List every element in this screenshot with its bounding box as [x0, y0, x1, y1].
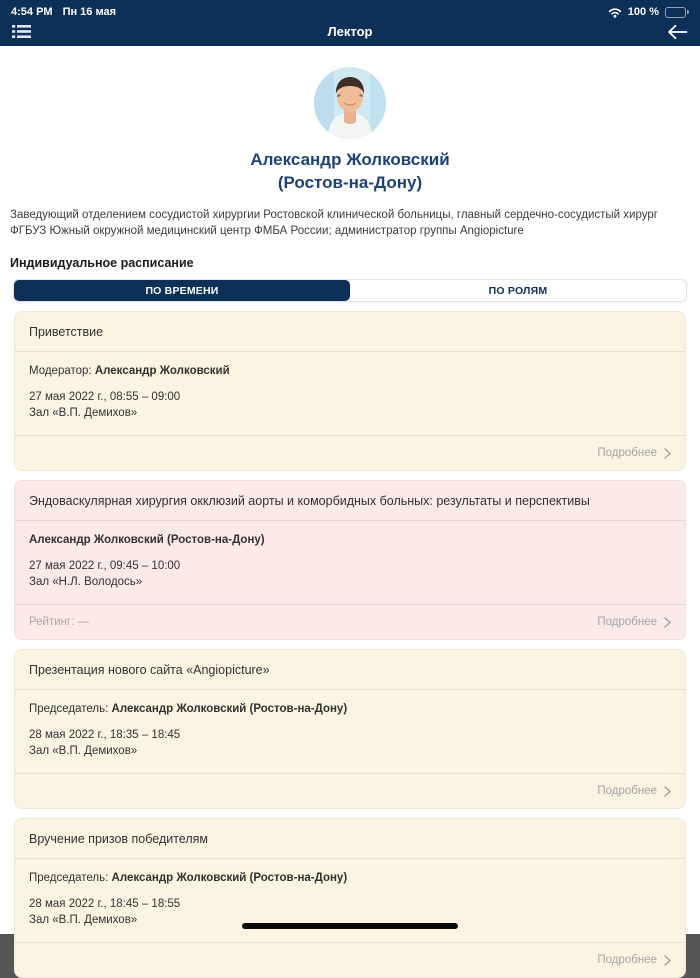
tab-by-time[interactable]: ПО ВРЕМЕНИ — [14, 280, 350, 301]
schedule-heading: Индивидуальное расписание — [10, 256, 194, 270]
session-body — [15, 521, 685, 605]
avatar-container — [0, 67, 700, 139]
chevron-right-icon — [664, 955, 671, 966]
role-prefix: Председатель: — [29, 872, 112, 884]
status-right — [608, 3, 689, 18]
session-footer — [15, 943, 685, 977]
tab-by-roles[interactable]: ПО РОЛЯМ — [488, 284, 548, 297]
schedule-card-list — [14, 311, 686, 978]
schedule-card[interactable] — [14, 480, 686, 640]
session-title: Вручение призов победителям — [15, 819, 685, 859]
details-label: Подробнее — [597, 954, 657, 966]
lecturer-name — [0, 148, 700, 194]
battery-icon — [665, 7, 689, 18]
speaker-name: Александр Жолковский — [94, 365, 230, 377]
status-date: Пн 16 мая — [62, 6, 117, 18]
session-datetime: 27 мая 2022 г., 09:45 – 10:00 — [29, 560, 181, 572]
status-left — [11, 3, 116, 18]
session-footer — [15, 436, 685, 470]
schedule-card[interactable] — [14, 311, 686, 471]
lecturer-name-line2: (Ростов-на-Дону) — [277, 173, 423, 192]
page-title: Лектор — [327, 24, 373, 39]
lecturer-name-line1: Александр Жолковский — [250, 150, 450, 169]
session-footer — [15, 605, 685, 639]
top-bar — [0, 0, 700, 46]
session-datetime: 28 мая 2022 г., 18:45 – 18:55 — [29, 898, 181, 910]
session-body — [15, 859, 685, 943]
role-prefix: Председатель: — [29, 703, 112, 715]
session-hall: Зал «В.П. Демихов» — [29, 407, 138, 419]
session-hall: Зал «В.П. Демихов» — [29, 914, 138, 926]
session-footer — [15, 774, 685, 808]
details-button[interactable] — [597, 954, 671, 966]
details-label: Подробнее — [597, 616, 657, 628]
menu-list-icon[interactable] — [12, 24, 31, 39]
speaker-name: Александр Жолковский (Ростов-на-Дону) — [111, 872, 348, 884]
schedule-card[interactable] — [14, 649, 686, 809]
session-title: Презентация нового сайта «Angiopicture» — [15, 650, 685, 690]
session-role-line — [29, 703, 671, 715]
chevron-right-icon — [664, 448, 671, 459]
chevron-right-icon — [664, 786, 671, 797]
details-button[interactable] — [597, 785, 671, 797]
wifi-icon — [608, 7, 622, 18]
navigation-bar — [0, 21, 700, 46]
session-datetime: 27 мая 2022 г., 08:55 – 09:00 — [29, 391, 181, 403]
session-rating: Рейтинг: — — [29, 616, 90, 628]
details-button[interactable] — [597, 447, 671, 459]
schedule-card[interactable] — [14, 818, 686, 978]
speaker-name: Александр Жолковский (Ростов-на-Дону) — [29, 534, 265, 546]
status-time: 4:54 PM — [11, 6, 53, 18]
details-label: Подробнее — [597, 447, 657, 459]
role-prefix: Модератор: — [29, 365, 95, 377]
session-body — [15, 352, 685, 436]
session-datetime: 28 мая 2022 г., 18:35 – 18:45 — [29, 729, 181, 741]
session-role-line — [29, 534, 671, 546]
lecturer-avatar — [314, 67, 386, 139]
session-role-line — [29, 872, 671, 884]
status-bar — [0, 0, 700, 21]
chevron-right-icon — [664, 617, 671, 628]
schedule-tabs — [13, 279, 687, 302]
home-indicator[interactable] — [242, 923, 458, 929]
session-body — [15, 690, 685, 774]
session-role-line — [29, 365, 671, 377]
speaker-name: Александр Жолковский (Ростов-на-Дону) — [111, 703, 348, 715]
back-arrow-icon[interactable] — [667, 24, 688, 40]
session-title: Эндоваскулярная хирургия окклюзий аорты и коморбидных больных: результаты и перспективы — [15, 481, 685, 521]
battery-percent: 100 % — [627, 6, 659, 18]
details-label: Подробнее — [597, 785, 657, 797]
lecturer-description: Заведующий отделением сосудистой хирургии Ростовской клинической больницы, главный сердечно-сосудистый хирург ФГБУЗ Южный окружной медицинский центр ФМБА России; администратор группы Angiopicture — [10, 209, 658, 237]
session-hall: Зал «В.П. Демихов» — [29, 745, 138, 757]
session-title: Приветствие — [15, 312, 685, 352]
details-button[interactable] — [597, 616, 671, 628]
session-hall: Зал «Н.Л. Володось» — [29, 576, 143, 588]
